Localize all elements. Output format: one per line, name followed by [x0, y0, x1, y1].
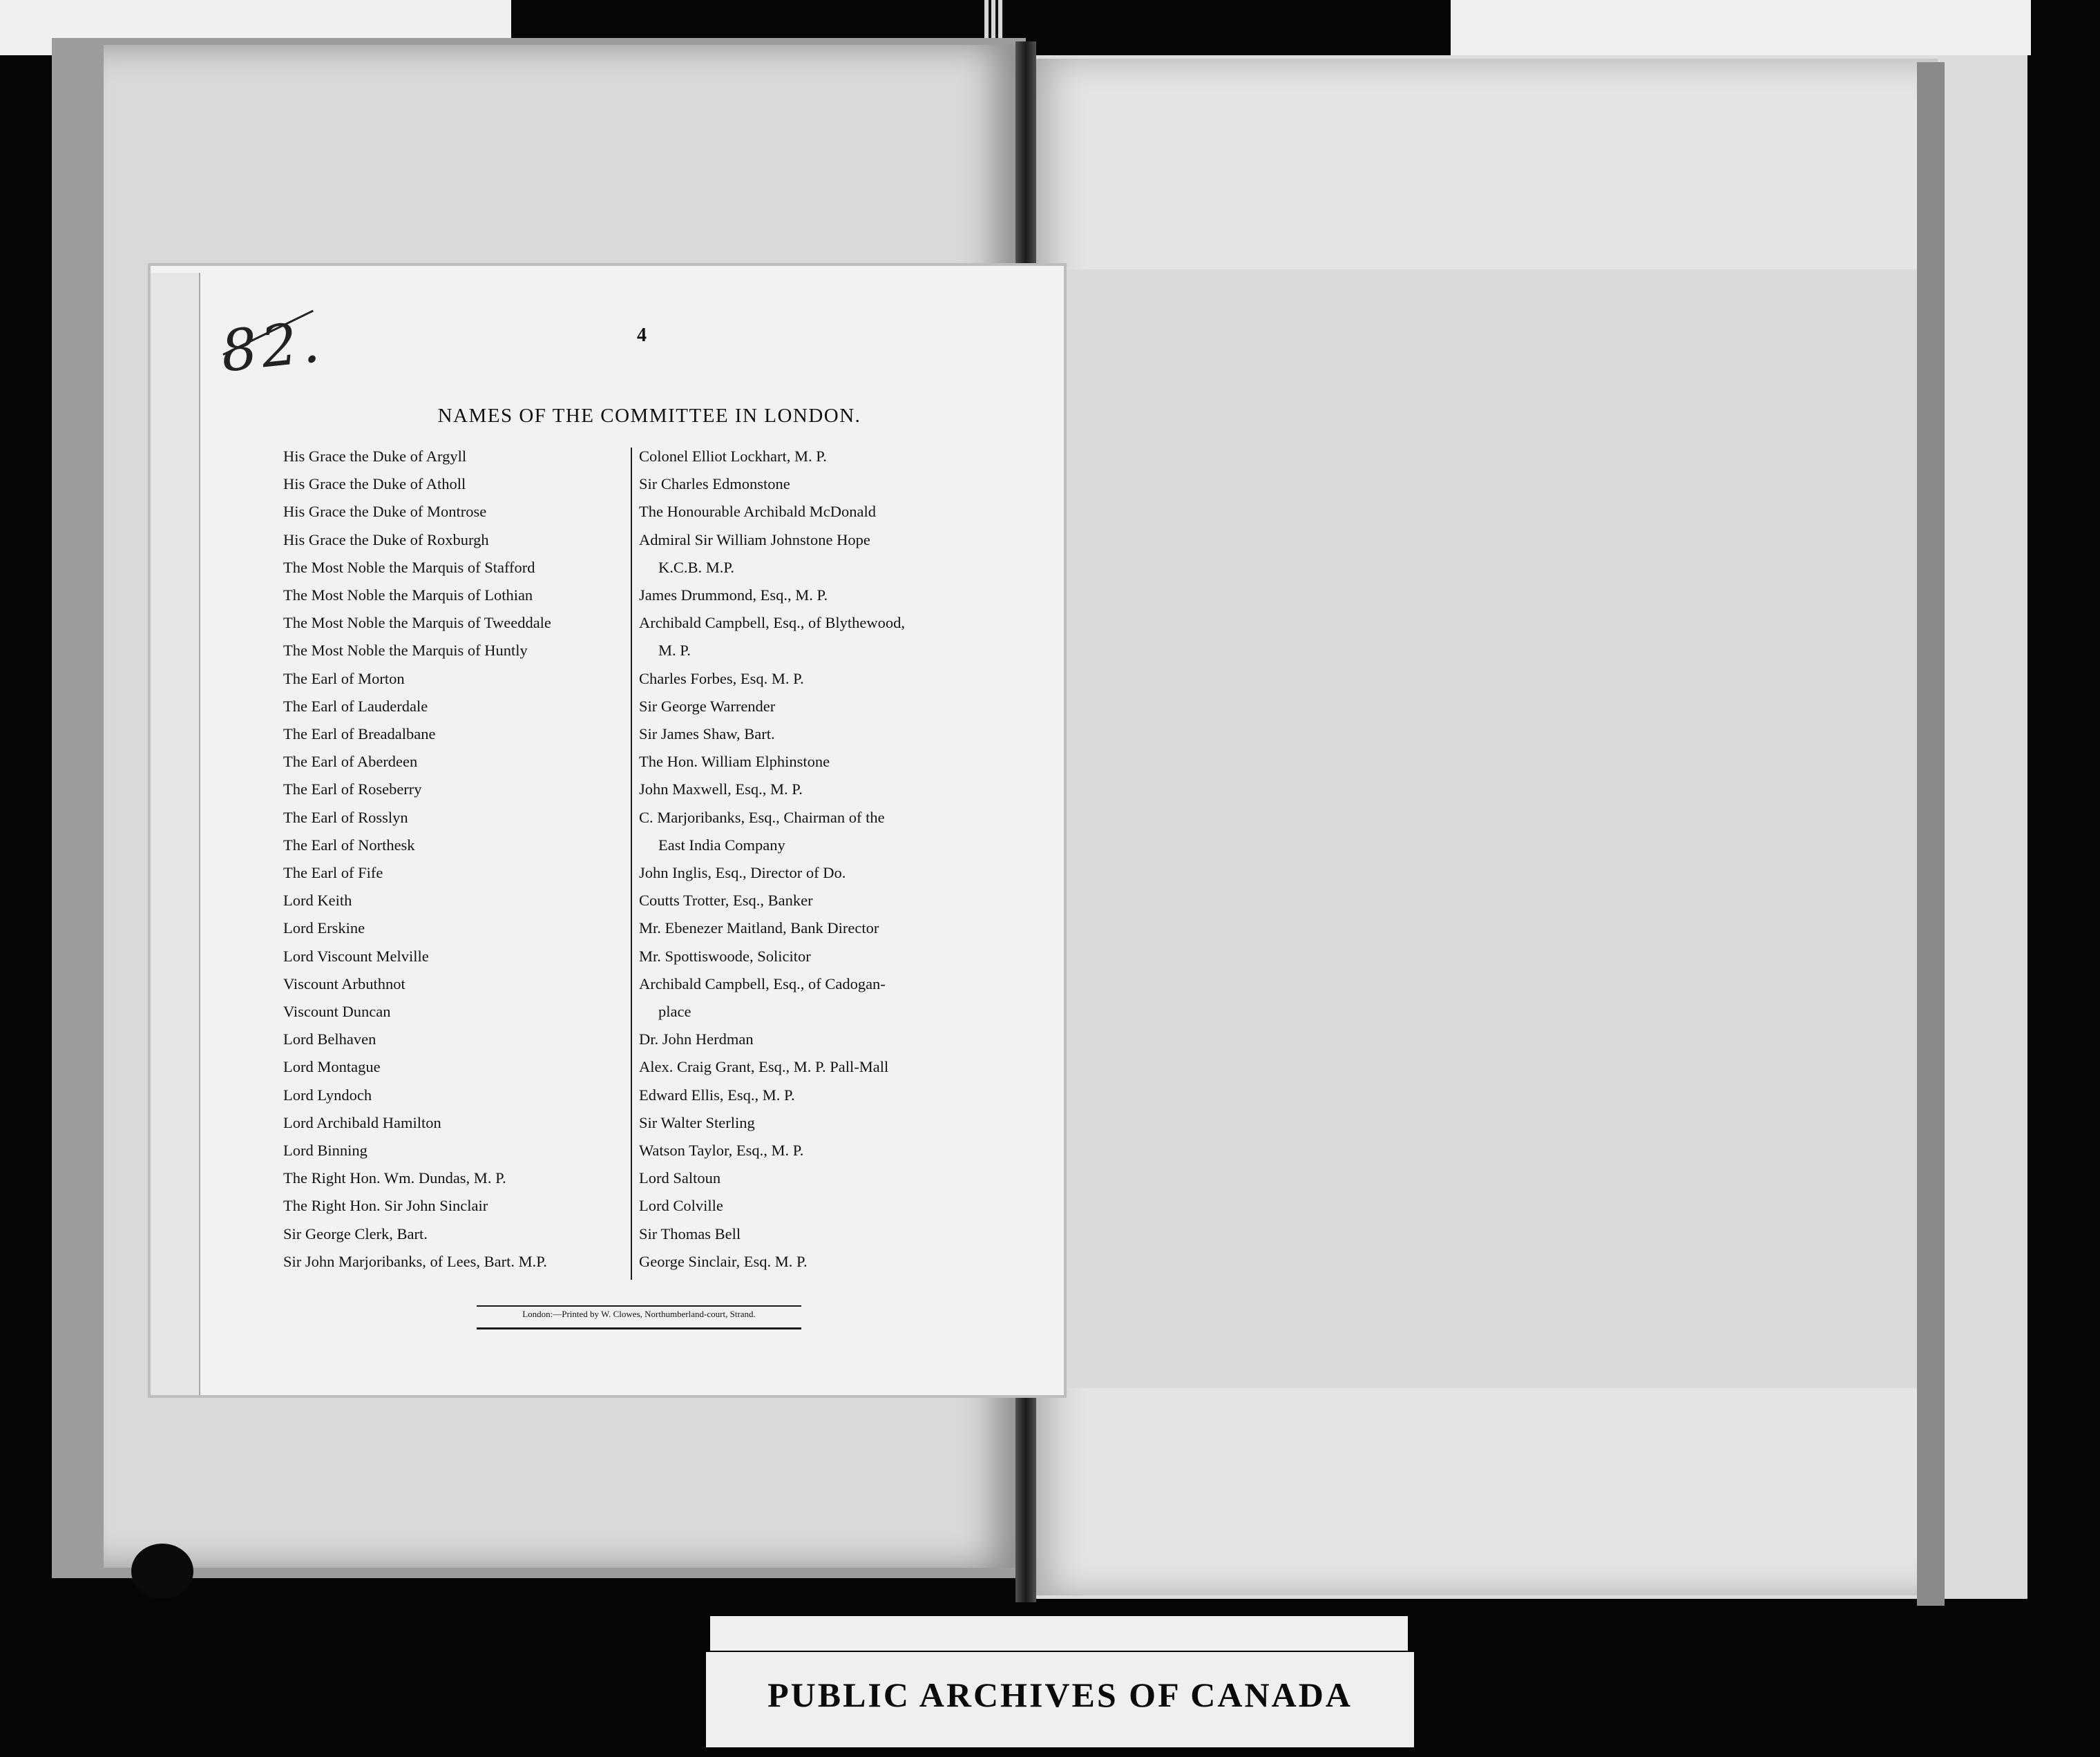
committee-member: John Maxwell, Esq., M. P.: [639, 780, 803, 798]
committee-member: Lord Belhaven: [283, 1030, 376, 1048]
committee-member: Watson Taylor, Esq., M. P.: [639, 1142, 804, 1160]
committee-member: His Grace the Duke of Argyll: [283, 448, 467, 465]
committee-member: Lord Saltoun: [639, 1169, 721, 1187]
committee-member: Alex. Craig Grant, Esq., M. P. Pall-Mall: [639, 1058, 889, 1076]
right-page-overlay: [1067, 269, 1924, 1388]
committee-member: Sir Walter Sterling: [639, 1113, 755, 1131]
archive-label-tab: [710, 1616, 1408, 1651]
printer-imprint-box: [477, 1305, 801, 1329]
committee-member: Dr. John Herdman: [639, 1030, 754, 1048]
committee-member: Lord Colville: [639, 1197, 723, 1215]
clasp: [131, 1544, 193, 1599]
sheet-fold-edge: [151, 273, 200, 1395]
committee-member: The Earl of Fife: [283, 864, 383, 882]
committee-member: Viscount Arbuthnot: [283, 974, 405, 992]
committee-member: The Earl of Rosslyn: [283, 808, 408, 826]
committee-member: His Grace the Duke of Roxburgh: [283, 530, 489, 548]
committee-member-continuation: M. P.: [658, 642, 691, 660]
committee-member: The Most Noble the Marquis of Stafford: [283, 558, 535, 576]
archive-label-text: PUBLIC ARCHIVES OF CANADA: [767, 1676, 1353, 1714]
committee-member: Lord Montague: [283, 1058, 381, 1076]
committee-member: The Right Hon. Wm. Dundas, M. P.: [283, 1169, 506, 1187]
handwritten-folio-number: 82.: [218, 309, 327, 385]
committee-member: The Earl of Roseberry: [283, 780, 422, 798]
background-sheet-top-right: [1451, 0, 2031, 55]
page-number: 4: [637, 325, 647, 346]
committee-member: The Earl of Breadalbane: [283, 725, 436, 743]
committee-member: Edward Ellis, Esq., M. P.: [639, 1086, 795, 1104]
committee-member: Sir James Shaw, Bart.: [639, 725, 775, 743]
committee-member: The Honourable Archibald McDonald: [639, 503, 877, 521]
committee-member: George Sinclair, Esq. M. P.: [639, 1252, 808, 1270]
committee-member-continuation: East India Company: [658, 836, 785, 854]
left-name-column: [283, 443, 629, 1276]
committee-member: Admiral Sir William Johnstone Hope: [639, 530, 870, 548]
committee-member: Charles Forbes, Esq. M. P.: [639, 669, 804, 687]
column-divider: [631, 448, 632, 1280]
committee-heading: NAMES OF THE COMMITTEE IN LONDON.: [437, 405, 861, 427]
committee-member: Coutts Trotter, Esq., Banker: [639, 892, 813, 910]
committee-member: Mr. Spottiswoode, Solicitor: [639, 947, 811, 965]
committee-member: Archibald Campbell, Esq., of Blythewood,: [639, 614, 905, 632]
committee-member: The Most Noble the Marquis of Huntly: [283, 642, 528, 660]
committee-member: The Earl of Aberdeen: [283, 753, 418, 771]
committee-member: The Earl of Morton: [283, 669, 405, 687]
committee-member: Sir George Clerk, Bart.: [283, 1225, 428, 1242]
committee-member: His Grace the Duke of Atholl: [283, 475, 466, 493]
committee-member: Colonel Elliot Lockhart, M. P.: [639, 448, 827, 465]
committee-member: Sir Charles Edmonstone: [639, 475, 790, 493]
committee-member: Sir John Marjoribanks, of Lees, Bart. M.P.: [283, 1252, 547, 1270]
committee-member: Lord Keith: [283, 892, 352, 910]
committee-member: His Grace the Duke of Montrose: [283, 503, 487, 521]
page-stack-edge: [1917, 62, 1945, 1606]
committee-member: Archibald Campbell, Esq., of Cadogan-: [639, 974, 886, 992]
committee-member: The Right Hon. Sir John Sinclair: [283, 1197, 488, 1215]
right-name-column: [639, 443, 991, 1276]
committee-member: The Most Noble the Marquis of Lothian: [283, 586, 533, 604]
committee-member: Lord Binning: [283, 1142, 368, 1160]
committee-member: The Earl of Northesk: [283, 836, 415, 854]
committee-member: The Hon. William Elphinstone: [639, 753, 830, 771]
committee-member: C. Marjoribanks, Esq., Chairman of the: [639, 808, 885, 826]
committee-member: Sir George Warrender: [639, 697, 776, 715]
committee-member: Lord Erskine: [283, 919, 365, 937]
committee-member-continuation: place: [658, 1003, 691, 1021]
committee-member-continuation: K.C.B. M.P.: [658, 558, 735, 576]
committee-member: The Earl of Lauderdale: [283, 697, 428, 715]
committee-member: Viscount Duncan: [283, 1003, 391, 1021]
committee-member: The Most Noble the Marquis of Tweeddale: [283, 614, 551, 632]
committee-member: James Drummond, Esq., M. P.: [639, 586, 828, 604]
committee-member: Lord Archibald Hamilton: [283, 1113, 441, 1131]
committee-member: Mr. Ebenezer Maitland, Bank Director: [639, 919, 879, 937]
printer-imprint: London:—Printed by W. Clowes, Northumberland-court, Strand.: [522, 1309, 756, 1319]
committee-member: John Inglis, Esq., Director of Do.: [639, 864, 846, 882]
committee-member: Lord Viscount Melville: [283, 947, 429, 965]
committee-member: Sir Thomas Bell: [639, 1225, 741, 1242]
committee-member: Lord Lyndoch: [283, 1086, 372, 1104]
